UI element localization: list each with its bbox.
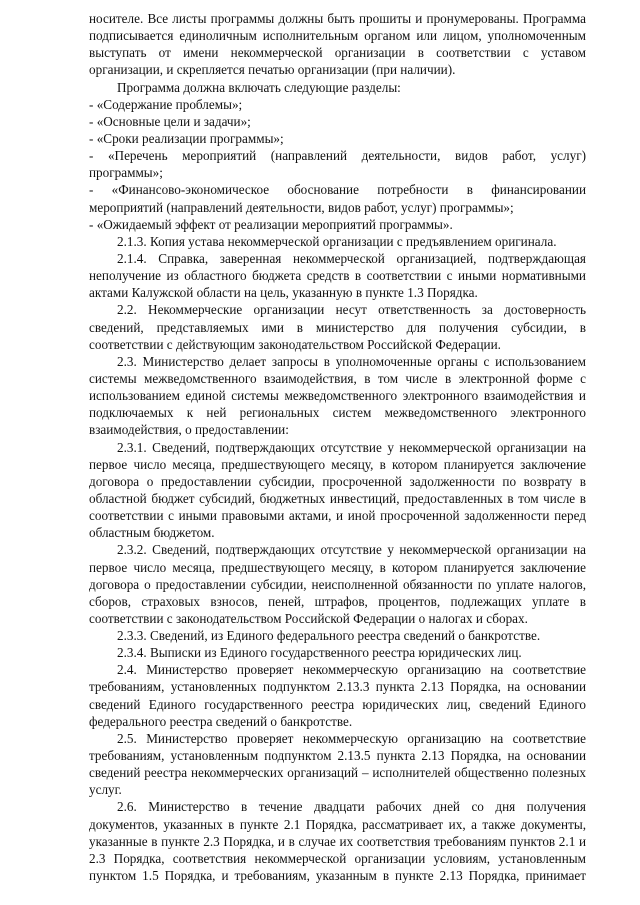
text-line: договора о предоставлении субсидии, просроченной задолженности по возврату в: [89, 473, 586, 489]
text-line: взаимодействия, о предоставлении:: [89, 422, 289, 438]
text-line: мероприятий (направлений деятельности, видов работ, услуг) программы»;: [89, 199, 514, 215]
text-line: первое число месяца, предшествующего месяцу, в котором планируется заключение: [89, 456, 586, 472]
text-line: - «Основные цели и задачи»;: [89, 113, 251, 129]
text-line: федерального реестра сведений о банкротстве.: [89, 713, 353, 729]
text-line: 2.3.4. Выписки из Единого государственного реестра юридических лиц.: [117, 645, 522, 661]
text-line: выступать от имени некоммерческой организации в соответствии с уставом: [89, 45, 586, 61]
text-line: соответствии с действующим законодательством Российской Федерации.: [89, 336, 501, 352]
text-line: указанные в пункте 2.3 Порядка, и в случае их соответствия требованиям пунктов 2.1 и: [89, 833, 586, 849]
text-line: первое число месяца, предшествующего месяцу, в котором планируется заключение: [89, 559, 586, 575]
text-line: - «Перечень мероприятий (направлений деятельности, видов работ, услуг): [89, 148, 586, 164]
text-line: актами Калужской области на цель, указанную в пункте 1.3 Порядка.: [89, 285, 478, 301]
text-line: документов, указанных в пункте 2.1 Порядка, рассматривает их, а также документы,: [89, 816, 586, 832]
text-line: сборов, страховых взносов, пеней, штрафов, процентов, подлежащих уплате в: [89, 593, 586, 609]
text-line: 2.5. Министерство проверяет некоммерческую организацию на соответствие: [117, 730, 586, 746]
text-line: сведений реестра некоммерческих организаций – исполнителей общественно полезных: [89, 765, 586, 781]
text-line: требованиям, установленных подпунктом 2.13.3 пункта 2.13 Порядка, на основании: [89, 679, 586, 695]
text-line: соответствии с иными правовыми актами, и иной просроченной задолженности перед: [89, 508, 586, 524]
text-line: 2.1.4. Справка, заверенная некоммерческой организацией, подтверждающая: [117, 250, 586, 266]
text-line: пунктом 1.5 Порядка, и требованиям, указанным в пункте 2.13 Порядка, принимает: [89, 868, 586, 884]
text-line: - «Финансово-экономическое обоснование потребности в финансировании: [89, 182, 586, 198]
text-line: областной бюджет субсидий, бюджетных инвестиций, предоставленных в том числе в: [89, 490, 586, 506]
text-line: сведений, представляемых ими в министерство для получения субсидии, в: [89, 319, 586, 335]
text-line: 2.3.1. Сведений, подтверждающих отсутствие у некоммерческой организации на: [117, 439, 586, 455]
text-line: областным бюджетом.: [89, 525, 215, 541]
text-line: организации, и скрепляется печатью организации (при наличии).: [89, 62, 456, 78]
text-line: использованием единой системы межведомственного электронного взаимодействия и: [89, 388, 586, 404]
text-line: программы»;: [89, 165, 163, 181]
text-line: носителе. Все листы программы должны быть прошиты и пронумерованы. Программа: [89, 11, 586, 26]
text-line: 2.3. Министерство делает запросы в уполномоченные органы с использованием: [117, 353, 586, 369]
text-line: Программа должна включать следующие разделы:: [117, 79, 401, 95]
text-line: подписывается единоличным исполнительным органом или лицом, уполномоченным: [89, 28, 586, 44]
text-line: системы межведомственного взаимодействия, в том числе в электронной форме с: [89, 370, 586, 386]
text-line: неполучение из областного бюджета средств в соответствии с иными нормативными: [89, 268, 586, 284]
text-line: подключаемых к ней региональных систем межведомственного электронного: [89, 405, 586, 421]
text-line: 2.3 Порядка, соответствия некоммерческой организации условиям, установленным: [89, 850, 586, 866]
text-line: требованиям, установленным подпунктом 2.13.5 пункта 2.13 Порядка, на основании: [89, 748, 586, 764]
text-line: - «Ожидаемый эффект от реализации мероприятий программы».: [89, 216, 453, 232]
text-line: 2.3.3. Сведений, из Единого федерального реестра сведений о банкротстве.: [117, 628, 541, 644]
text-line: сведений Единого государственного реестра юридических лиц, сведений Единого: [89, 696, 586, 712]
text-line: - «Сроки реализации программы»;: [89, 130, 284, 146]
text-line: договора о предоставлении субсидии, неисполненной обязанности по уплате налогов,: [89, 576, 586, 592]
text-line: 2.1.3. Копия устава некоммерческой организации с предъявлением оригинала.: [117, 233, 557, 249]
text-line: 2.6. Министерство в течение двадцати рабочих дней со дня получения: [117, 799, 586, 815]
text-line: соответствии с законодательством Российской Федерации о налогах и сборах.: [89, 610, 528, 626]
text-line: - «Содержание проблемы»;: [89, 96, 243, 112]
text-line: услуг.: [89, 782, 122, 798]
text-line: 2.4. Министерство проверяет некоммерческую организацию на соответствие: [117, 662, 586, 678]
text-line: 2.3.2. Сведений, подтверждающих отсутствие у некоммерческой организации на: [117, 542, 586, 558]
text-line: 2.2. Некоммерческие организации несут ответственность за достоверность: [117, 302, 586, 318]
